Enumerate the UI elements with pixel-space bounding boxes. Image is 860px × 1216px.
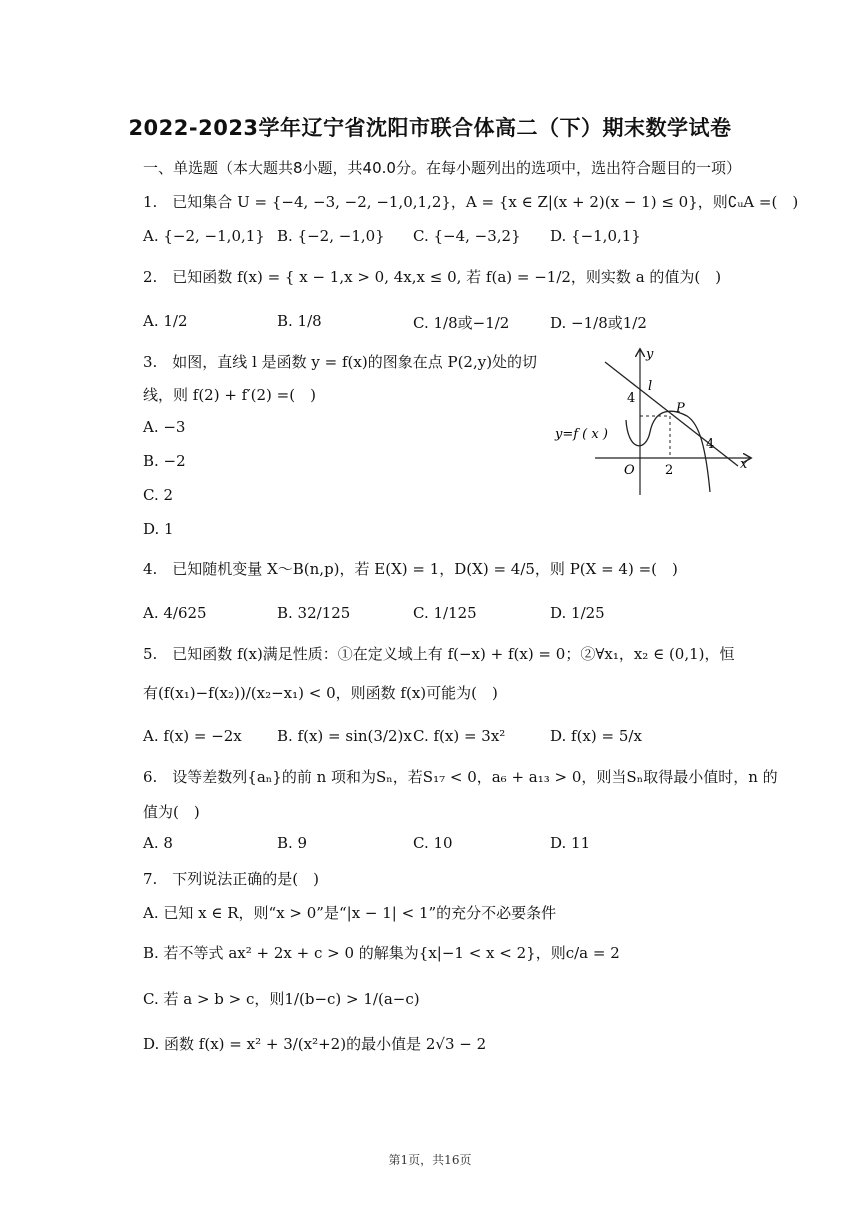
- question-4-stem: 4. 已知随机变量 X～B(n,p)，若 E(X) = 1，D(X) = 4/5，则 P(X = 4) =( ): [143, 560, 678, 578]
- question-3-stem-line-1: 3. 如图，直线 l 是函数 y = f(x)的图象在点 P(2,y)处的切: [143, 353, 538, 371]
- question-4-option-c: C. 1/125: [413, 604, 477, 622]
- question-5-option-a: A. f(x) = −2x: [143, 727, 242, 745]
- curve-label: y=f ( x ): [555, 427, 608, 442]
- question-3-option-c: C. 2: [143, 486, 174, 504]
- section-heading: 一、单选题（本大题共8小题，共40.0分。在每小题列出的选项中，选出符合题目的一项）: [143, 159, 741, 177]
- question-3-option-a: A. −3: [143, 418, 186, 436]
- question-4-option-a: A. 4/625: [143, 604, 207, 622]
- question-7-option-d: D. 函数 f(x) = x² + 3/(x²+2)的最小值是 2√3 − 2: [143, 1035, 487, 1053]
- question-3-option-b: B. −2: [143, 452, 186, 470]
- question-4-option-b: B. 32/125: [277, 604, 351, 622]
- question-2-option-a: A. 1/2: [143, 312, 188, 330]
- question-5-stem-line-1: 5. 已知函数 f(x)满足性质：①在定义域上有 f(−x) + f(x) = 0；②∀x₁，x₂ ∈ (0,1)，恒: [143, 645, 735, 663]
- question-1-option-c: C. {−4, −3,2}: [413, 227, 521, 245]
- x-axis-label: x: [740, 457, 748, 472]
- question-2-option-b: B. 1/8: [277, 312, 322, 330]
- question-1-option-a: A. {−2, −1,0,1}: [143, 227, 265, 245]
- question-7-option-c: C. 若 a > b > c，则1/(b−c) > 1/(a−c): [143, 990, 420, 1008]
- function-curve: [626, 411, 710, 492]
- tangent-line-l: [605, 362, 738, 466]
- question-5-stem-line-2: 有(f(x₁)−f(x₂))/(x₂−x₁) < 0，则函数 f(x)可能为( ): [143, 684, 498, 702]
- question-1-option-d: D. {−1,0,1}: [550, 227, 641, 245]
- tangent-line-figure: [550, 340, 760, 500]
- y-axis-label: y: [646, 347, 654, 362]
- question-2-stem: 2. 已知函数 f(x) = { x − 1,x > 0, 4x,x ≤ 0, 若 f(a) = −1/2，则实数 a 的值为( ): [143, 268, 722, 286]
- question-7-option-a: A. 已知 x ∈ R，则“x > 0”是“|x − 1| < 1”的充分不必要条件: [143, 904, 557, 922]
- x-tick-4: 4: [706, 437, 715, 452]
- question-6-option-b: B. 9: [277, 834, 308, 852]
- question-3-stem-line-2: 线，则 f(2) + f′(2) =( ): [143, 386, 316, 404]
- question-7-option-b: B. 若不等式 ax² + 2x + c > 0 的解集为{x|−1 < x < 2}，则c/a = 2: [143, 944, 620, 962]
- point-p-label: P: [676, 401, 685, 416]
- question-2-option-c: C. 1/8或−1/2: [413, 314, 510, 332]
- line-l-label: l: [648, 379, 653, 394]
- origin-label: O: [624, 463, 635, 478]
- question-1-option-b: B. {−2, −1,0}: [277, 227, 385, 245]
- question-6-option-a: A. 8: [143, 834, 173, 852]
- question-4-option-d: D. 1/25: [550, 604, 605, 622]
- question-6-stem-line-1: 6. 设等差数列{aₙ}的前 n 项和为Sₙ，若S₁₇ < 0，a₆ + a₁₃ > 0，则当Sₙ取得最小值时，n 的: [143, 768, 778, 786]
- page-footer: 第1页，共16页: [388, 1153, 472, 1167]
- question-5-option-c: C. f(x) = 3x²: [413, 727, 506, 745]
- question-6-option-c: C. 10: [413, 834, 453, 852]
- question-5-option-d: D. f(x) = 5/x: [550, 727, 642, 745]
- page-title: 2022-2023学年辽宁省沈阳市联合体高二（下）期末数学试卷: [128, 116, 732, 140]
- question-7-stem: 7. 下列说法正确的是( ): [143, 870, 320, 888]
- question-6-option-d: D. 11: [550, 834, 591, 852]
- question-3-option-d: D. 1: [143, 520, 174, 538]
- question-6-stem-line-2: 值为( ): [143, 803, 200, 821]
- question-2-option-d: D. −1/8或1/2: [550, 314, 647, 332]
- question-5-option-b: B. f(x) = sin(3/2)x: [277, 727, 412, 745]
- x-tick-2: 2: [665, 463, 674, 478]
- question-1-stem: 1. 已知集合 U = {−4, −3, −2, −1,0,1,2}，A = {x ∈ Z|(x + 2)(x − 1) ≤ 0}，则∁ᵤA =( ): [143, 193, 799, 211]
- y-tick-4: 4: [627, 391, 636, 406]
